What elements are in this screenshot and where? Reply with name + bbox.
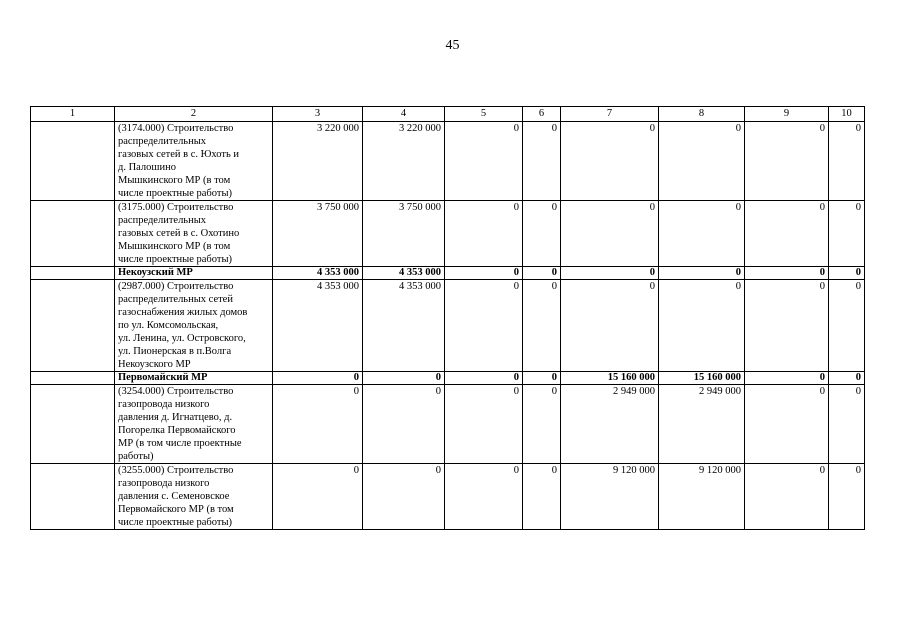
value-cell-col-10: 0	[829, 267, 865, 280]
value-cell-col-7: 0	[561, 201, 659, 267]
value-cell-col-3: 4 353 000	[273, 280, 363, 372]
table-row	[31, 385, 865, 464]
column-header-7: 7	[561, 107, 659, 122]
value-cell-col-8: 0	[659, 201, 745, 267]
value-cell-col-4: 3 750 000	[363, 201, 445, 267]
row-index-cell	[31, 372, 115, 385]
column-header-1: 1	[31, 107, 115, 122]
value-cell-col-7: 0	[561, 280, 659, 372]
value-cell-col-8: 0	[659, 267, 745, 280]
description-line: давления с. Семеновское	[118, 491, 230, 502]
description-line: газовых сетей в с. Юхоть и	[118, 149, 240, 160]
value-cell-col-7: 0	[561, 267, 659, 280]
value-cell-col-8: 0	[659, 122, 745, 201]
description-line: газовых сетей в с. Охотино	[118, 228, 240, 239]
column-header-8: 8	[659, 107, 745, 122]
value-cell-col-6: 0	[523, 267, 561, 280]
row-description-cell	[115, 372, 273, 385]
description-line: распределительных сетей	[118, 294, 233, 305]
value-cell-col-3: 4 353 000	[273, 267, 363, 280]
column-header-10: 10	[829, 107, 865, 122]
header-row	[31, 107, 865, 122]
description-line: (3254.000) Строительство	[118, 386, 234, 397]
row-index-cell	[31, 201, 115, 267]
row-index-cell	[31, 280, 115, 372]
value-cell-col-8: 9 120 000	[659, 464, 745, 530]
value-cell-col-5: 0	[445, 385, 523, 464]
value-cell-col-5: 0	[445, 372, 523, 385]
description-line: по ул. Комсомольская,	[118, 320, 219, 331]
table-row	[31, 201, 865, 267]
description-line: МР (в том числе проектные	[118, 438, 242, 449]
row-description-cell	[115, 280, 273, 372]
value-cell-col-10: 0	[829, 122, 865, 201]
value-cell-col-5: 0	[445, 267, 523, 280]
value-cell-col-10: 0	[829, 385, 865, 464]
value-cell-col-4: 4 353 000	[363, 280, 445, 372]
column-header-2: 2	[115, 107, 273, 122]
value-cell-col-7: 9 120 000	[561, 464, 659, 530]
description-line: (3174.000) Строительство	[118, 123, 234, 134]
table-row	[31, 464, 865, 530]
description-line: работы)	[118, 451, 154, 462]
description-line: ул. Ленина, ул. Островского,	[118, 333, 246, 344]
value-cell-col-10: 0	[829, 280, 865, 372]
description-line: Некоузский МР	[118, 267, 193, 278]
description-line: Мышкинского МР (в том	[118, 175, 231, 186]
value-cell-col-7: 0	[561, 122, 659, 201]
description-line: д. Палошино	[118, 162, 176, 173]
value-cell-col-5: 0	[445, 122, 523, 201]
row-index-cell	[31, 267, 115, 280]
row-description-cell	[115, 464, 273, 530]
value-cell-col-6: 0	[523, 372, 561, 385]
table-row	[31, 280, 865, 372]
description-line: Погорелка Первомайского	[118, 425, 236, 436]
value-cell-col-8: 0	[659, 280, 745, 372]
value-cell-col-6: 0	[523, 122, 561, 201]
value-cell-col-10: 0	[829, 372, 865, 385]
description-line: Некоузского МР	[118, 359, 191, 370]
value-cell-col-9: 0	[745, 385, 829, 464]
value-cell-col-8: 15 160 000	[659, 372, 745, 385]
description-line: распределительных	[118, 215, 207, 226]
description-line: газопровода низкого	[118, 399, 210, 410]
column-header-9: 9	[745, 107, 829, 122]
description-line: Первомайский МР	[118, 372, 208, 383]
table-summary-row	[31, 267, 865, 280]
row-index-cell	[31, 122, 115, 201]
value-cell-col-10: 0	[829, 201, 865, 267]
value-cell-col-5: 0	[445, 201, 523, 267]
description-line: газопровода низкого	[118, 478, 210, 489]
description-line: ул. Пионерская в п.Волга	[118, 346, 232, 357]
table-row	[31, 122, 865, 201]
table-body	[31, 122, 865, 530]
value-cell-col-6: 0	[523, 280, 561, 372]
value-cell-col-3: 0	[273, 385, 363, 464]
value-cell-col-9: 0	[745, 280, 829, 372]
value-cell-col-4: 0	[363, 372, 445, 385]
description-line: числе проектные работы)	[118, 517, 233, 528]
row-index-cell	[31, 464, 115, 530]
value-cell-col-9: 0	[745, 122, 829, 201]
value-cell-col-3: 0	[273, 464, 363, 530]
column-header-3: 3	[273, 107, 363, 122]
value-cell-col-6: 0	[523, 464, 561, 530]
row-description-cell	[115, 122, 273, 201]
value-cell-col-9: 0	[745, 201, 829, 267]
description-line: давления д. Игнатцево, д.	[118, 412, 233, 423]
description-line: распределительных	[118, 136, 207, 147]
value-cell-col-7: 15 160 000	[561, 372, 659, 385]
column-header-4: 4	[363, 107, 445, 122]
value-cell-col-8: 2 949 000	[659, 385, 745, 464]
description-line: (2987.000) Строительство	[118, 281, 234, 292]
row-description-cell	[115, 201, 273, 267]
value-cell-col-4: 4 353 000	[363, 267, 445, 280]
value-cell-col-3: 3 750 000	[273, 201, 363, 267]
value-cell-col-6: 0	[523, 385, 561, 464]
value-cell-col-6: 0	[523, 201, 561, 267]
description-line: Мышкинского МР (в том	[118, 241, 231, 252]
value-cell-col-4: 0	[363, 385, 445, 464]
value-cell-col-9: 0	[745, 464, 829, 530]
value-cell-col-4: 3 220 000	[363, 122, 445, 201]
description-line: (3175.000) Строительство	[118, 202, 234, 213]
value-cell-col-10: 0	[829, 464, 865, 530]
column-header-5: 5	[445, 107, 523, 122]
row-description-cell	[115, 385, 273, 464]
description-line: числе проектные работы)	[118, 188, 233, 199]
description-line: числе проектные работы)	[118, 254, 233, 265]
column-header-6: 6	[523, 107, 561, 122]
value-cell-col-3: 3 220 000	[273, 122, 363, 201]
row-description-cell	[115, 267, 273, 280]
value-cell-col-9: 0	[745, 372, 829, 385]
value-cell-col-9: 0	[745, 267, 829, 280]
row-index-cell	[31, 385, 115, 464]
description-line: (3255.000) Строительство	[118, 465, 234, 476]
description-line: газоснабжения жилых домов	[118, 307, 248, 318]
table-header	[31, 107, 865, 122]
description-line: Первомайского МР (в том	[118, 504, 234, 515]
value-cell-col-5: 0	[445, 464, 523, 530]
value-cell-col-5: 0	[445, 280, 523, 372]
value-cell-col-3: 0	[273, 372, 363, 385]
value-cell-col-4: 0	[363, 464, 445, 530]
page-number: 45	[445, 38, 460, 53]
value-cell-col-7: 2 949 000	[561, 385, 659, 464]
table-summary-row	[31, 372, 865, 385]
budget-table	[30, 106, 865, 530]
